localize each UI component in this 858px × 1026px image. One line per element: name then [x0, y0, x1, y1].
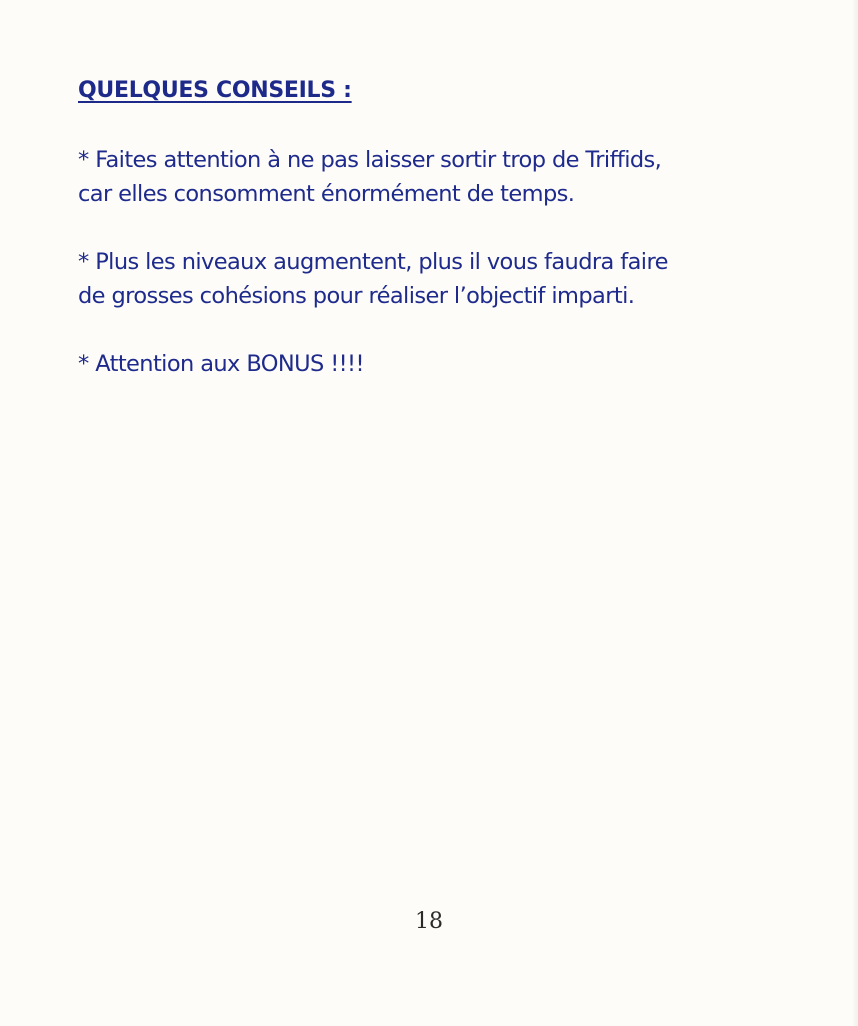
tip-line: de grosses cohésions pour réaliser l’objectif imparti.	[78, 283, 635, 309]
page-heading: QUELQUES CONSEILS :	[78, 78, 352, 103]
tip-item	[78, 347, 798, 381]
tip-item	[78, 245, 798, 313]
tip-line: * Faites attention à ne pas laisser sortir trop de Triffids,	[78, 147, 662, 173]
tip-line: car elles consomment énormément de temps.	[78, 181, 575, 207]
page-number: 18	[415, 909, 443, 934]
tip-line: * Attention aux BONUS !!!!	[78, 351, 364, 377]
tip-item	[78, 143, 798, 211]
tip-line: * Plus les niveaux augmentent, plus il vous faudra faire	[78, 249, 668, 275]
tips-list	[78, 143, 798, 415]
